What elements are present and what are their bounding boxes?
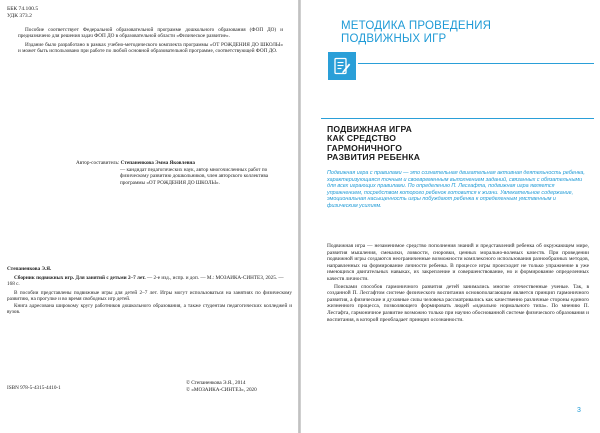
section-title-line-1: МЕТОДИКА ПРОВЕДЕНИЯ	[341, 20, 492, 32]
author-block	[76, 160, 286, 186]
body-paragraph-2: Поисками способов гармоничного развития детей занимались многие отечественные ученые. Так, в созданной П. Лесгафтом системе физического воспитания основополагающим является принцип гармоничного развития, а физические и духовные силы человека рассматривались как качественно различные стороны единого жизненного процесса, позволяющего формировать людей «идеально нормального типа». По мнению П. Лесгафта, гармоничное развитие возможно только при научно обоснованной системе физического образования и воспитания, в которой преобладает принцип осознанности.	[327, 283, 589, 323]
bbk-code: ББК 74.100.5	[7, 6, 39, 12]
section-title-line-2: ПОДВИЖНЫХ ИГР	[341, 32, 447, 45]
section-header	[341, 20, 591, 45]
chapter-divider	[321, 118, 594, 119]
annotation	[7, 290, 292, 316]
author-label: Автор-составитель:	[76, 160, 120, 166]
catalog-entry	[7, 266, 292, 316]
annotation-paragraph-2: Книга адресована широкому кругу работников дошкольного образования, а также студентам педагогических колледжей и вузов.	[7, 302, 292, 315]
body-text	[327, 243, 589, 324]
chapter-title-line-1: ПОДВИЖНАЯ ИГРА	[327, 124, 413, 134]
chapter-title	[327, 125, 547, 163]
catalog-imprint: — 2-е изд., испр. и доп. — М.: МОЗАИКА-СИНТЕЗ, 2025. — 168 с.	[7, 274, 284, 287]
udk-code: УДК 373.2	[7, 13, 32, 19]
intro-paragraph-1: Пособие соответствует Федеральной образовательной программе дошкольного образования (ФОП ДО) и предназначено для решения задач ФОП ДО в образовательной области «Физическое развитие».	[18, 27, 283, 40]
page-number: 3	[577, 407, 581, 414]
author-name: Степаненкова Эмма Яковлевна	[120, 160, 196, 166]
classification-codes	[7, 6, 38, 20]
copyright-author: © Степаненкова Э.Я., 2014	[186, 380, 246, 386]
catalog-book-title: Сборник подвижных игр. Для занятий с детьми 2–7 лет.	[14, 274, 146, 281]
annotation-paragraph-1: В пособии представлены подвижные игры для детей 2–7 лет. Игры могут использоваться на занятиях по физическому развитию, на прогулке и во время свободных игр детей.	[7, 289, 292, 302]
chapter-title-line-2: КАК СРЕДСТВО	[327, 133, 397, 144]
copyright-publisher: © «МОЗАИКА-СИНТЕЗ», 2020	[186, 386, 257, 393]
intro-paragraph-2: Издание было разработано в рамках учебно-методического комплекта программы «ОТ РОЖДЕНИЯ ДО ШКОЛЫ» и может быть использовано при работе по любой основной образовательной программе, соответствующей ФОП ДО.	[18, 41, 283, 55]
copyright-block	[186, 380, 257, 393]
right-page	[301, 0, 600, 433]
compliance-notice	[18, 27, 283, 57]
chapter-title-line-4: РАЗВИТИЯ РЕБЕНКА	[327, 152, 421, 163]
writing-on-paper-icon	[328, 52, 356, 80]
header-divider	[358, 63, 594, 64]
chapter-title-line-3: ГАРМОНИЧНОГО	[327, 142, 403, 153]
left-page	[0, 0, 298, 433]
isbn: ISBN 978-5-4315-4410-1	[7, 385, 61, 391]
body-paragraph-1: Подвижная игра — незаменимое средство пополнения знаний и представлений ребенка об окружающем мире, развития мышления, смекалки, ловкости, сноровки, ценных морально-волевых качеств. При проведении подвижной игры создаются неограниченные возможности комплексного использования разнообразных методов, направленных на формирование личности ребенка. В процессе игры происходит не только упражнение в уже имеющихся двигательных навыках, их закрепление и совершенствование, но и формирование определенных качеств личности.	[327, 243, 589, 282]
chapter-lead: Подвижная игра с правилами — это сознательная двигательная активная деятельность ребенка, характеризующаяся точным и своевременным выполнением заданий, связанных с обязательными для всех играющих правилами. По определению П. Лесгафта, подвижная игра является упражнением, посредством которого ребенок готовится к жизни. Увлекательное содержание, эмоциональная насыщенность игры побуждают ребенка к определенным умственным и физическим усилиям.	[327, 170, 585, 209]
catalog-author-name: Степаненкова Э.Я.	[7, 266, 52, 272]
author-details: — кандидат педагогических наук, автор многочисленных работ по физическому развитию дошкольников, член авторского коллектива программы «ОТ РОЖДЕНИЯ ДО ШКОЛЫ».	[120, 166, 269, 186]
